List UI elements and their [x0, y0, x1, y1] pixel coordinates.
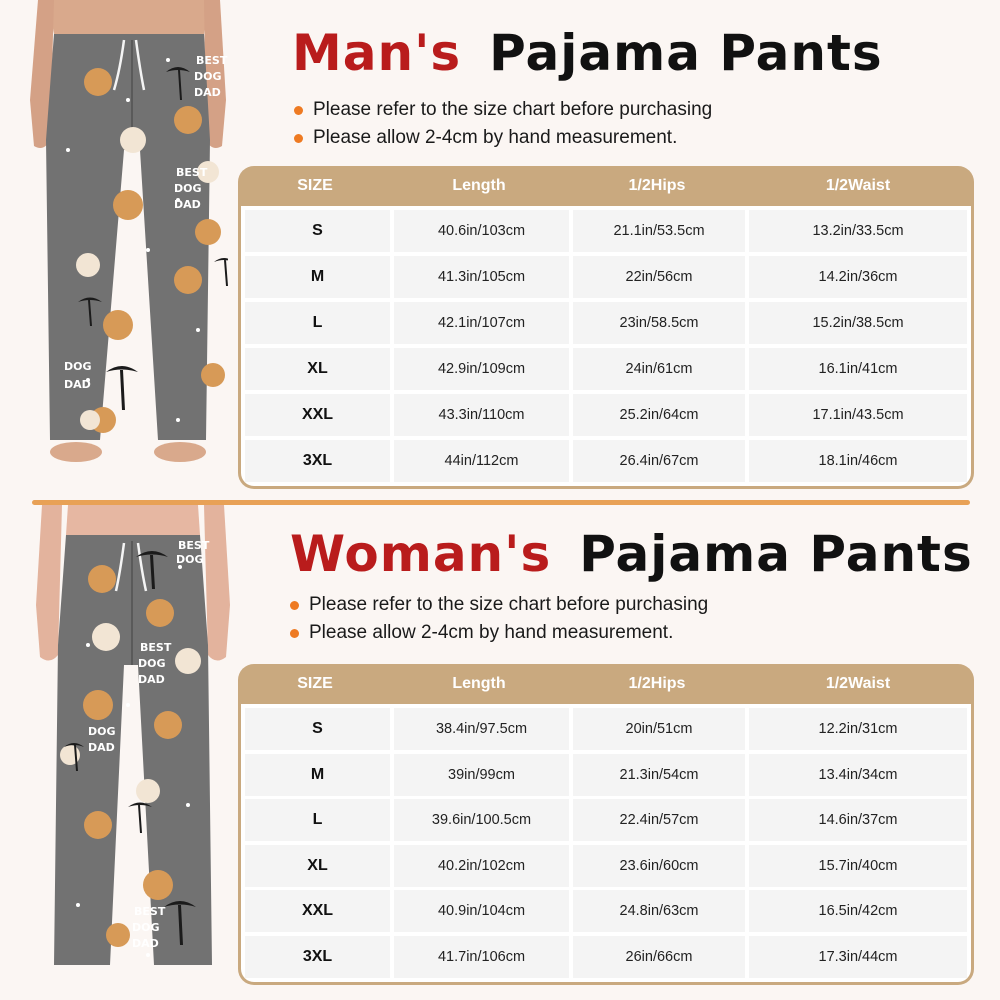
print-text-dad: DAD [64, 378, 91, 391]
cell-hips: 24.8in/63cm [573, 890, 745, 932]
bullet-dot-icon [290, 629, 299, 638]
print-text-best: BEST [178, 539, 210, 552]
print-text-dad: DAD [174, 198, 201, 211]
cell-length: 40.6in/103cm [394, 210, 569, 252]
cell-hips: 26.4in/67cm [573, 440, 745, 482]
table-row [241, 394, 971, 436]
cell-length: 43.3in/110cm [394, 394, 569, 436]
cell-size: XXL [245, 394, 390, 436]
women-pajama-pants-photo [28, 505, 238, 990]
print-text-dog: DOG [174, 182, 202, 195]
print-text-dog: DOG [64, 360, 92, 373]
header-hips: 1/2Hips [628, 177, 686, 194]
women-section [0, 505, 1000, 1000]
table-row [241, 845, 971, 887]
cell-length: 42.1in/107cm [394, 302, 569, 344]
print-text-dad: DAD [132, 937, 159, 950]
cell-size: S [245, 210, 390, 252]
cell-waist: 16.1in/41cm [749, 348, 967, 390]
cell-waist: 18.1in/46cm [749, 440, 967, 482]
note-text: Please refer to the size chart before purchasing [309, 594, 709, 615]
size-chart-table [238, 166, 974, 489]
bullet-dot-icon [294, 134, 303, 143]
cell-size: XXL [245, 890, 390, 932]
table-row [241, 348, 971, 390]
bullet-dot-icon [290, 601, 299, 610]
cell-length: 41.7in/106cm [394, 936, 569, 978]
title-gender: Man's [292, 24, 462, 82]
print-text-dad: DAD [138, 673, 165, 686]
cell-size: XL [245, 845, 390, 887]
cell-length: 44in/112cm [394, 440, 569, 482]
header-length: Length [452, 675, 506, 692]
table-row [241, 754, 971, 796]
cell-hips: 23in/58.5cm [573, 302, 745, 344]
cell-size: 3XL [245, 440, 390, 482]
print-text-dog: DOG [132, 921, 160, 934]
table-row [241, 440, 971, 482]
note-item [294, 124, 712, 152]
note-text: Please allow 2-4cm by hand measurement. [309, 622, 674, 643]
note-text: Please allow 2-4cm by hand measurement. [313, 127, 678, 148]
cell-hips: 20in/51cm [573, 708, 745, 750]
print-text-best: BEST [134, 905, 166, 918]
print-text-dog: DOG [88, 725, 116, 738]
cell-waist: 14.2in/36cm [749, 256, 967, 298]
cell-hips: 21.1in/53.5cm [573, 210, 745, 252]
cell-size: L [245, 302, 390, 344]
cell-length: 42.9in/109cm [394, 348, 569, 390]
print-text-dog: DOG [194, 70, 222, 83]
size-chart-table [238, 664, 974, 985]
table-row [241, 799, 971, 841]
table-row [241, 256, 971, 298]
cell-waist: 13.4in/34cm [749, 754, 967, 796]
cell-length: 39in/99cm [394, 754, 569, 796]
bullet-dot-icon [294, 106, 303, 115]
table-body [241, 704, 971, 982]
table-body [241, 206, 971, 486]
cell-hips: 24in/61cm [573, 348, 745, 390]
cell-waist: 14.6in/37cm [749, 799, 967, 841]
cell-size: M [245, 754, 390, 796]
cell-waist: 17.3in/44cm [749, 936, 967, 978]
print-text-dog: DOG [138, 657, 166, 670]
page-title [290, 525, 973, 583]
cell-waist: 13.2in/33.5cm [749, 210, 967, 252]
cell-waist: 16.5in/42cm [749, 890, 967, 932]
cell-waist: 12.2in/31cm [749, 708, 967, 750]
note-item [290, 619, 708, 647]
cell-hips: 25.2in/64cm [573, 394, 745, 436]
header-waist: 1/2Waist [825, 675, 891, 692]
note-list [290, 591, 708, 647]
cell-hips: 21.3in/54cm [573, 754, 745, 796]
men-pajama-pants-photo [28, 0, 228, 470]
cell-size: 3XL [245, 936, 390, 978]
cell-length: 40.9in/104cm [394, 890, 569, 932]
cell-hips: 22.4in/57cm [573, 799, 745, 841]
table-row [241, 708, 971, 750]
print-text-best: BEST [176, 166, 208, 179]
cell-length: 41.3in/105cm [394, 256, 569, 298]
cell-length: 40.2in/102cm [394, 845, 569, 887]
print-text-dad: DAD [88, 741, 115, 754]
title-product: Pajama Pants [489, 24, 883, 82]
print-text-dad: DAD [194, 86, 221, 99]
table-header [241, 664, 971, 704]
cell-waist: 15.7in/40cm [749, 845, 967, 887]
cell-hips: 23.6in/60cm [573, 845, 745, 887]
cell-hips: 26in/66cm [573, 936, 745, 978]
title-product: Pajama Pants [579, 525, 973, 583]
print-text-best: BEST [196, 54, 228, 67]
header-hips: 1/2Hips [628, 675, 686, 692]
title-gender: Woman's [290, 525, 552, 583]
header-size: SIZE [297, 675, 333, 692]
print-text-dog: DOG [176, 553, 204, 566]
header-size: SIZE [297, 177, 333, 194]
note-item [294, 96, 712, 124]
cell-waist: 17.1in/43.5cm [749, 394, 967, 436]
header-length: Length [452, 177, 506, 194]
cell-size: S [245, 708, 390, 750]
table-row [241, 936, 971, 978]
cell-size: M [245, 256, 390, 298]
table-row [241, 302, 971, 344]
table-row [241, 890, 971, 932]
header-waist: 1/2Waist [825, 177, 891, 194]
print-text-best: BEST [140, 641, 172, 654]
cell-length: 38.4in/97.5cm [394, 708, 569, 750]
cell-waist: 15.2in/38.5cm [749, 302, 967, 344]
cell-hips: 22in/56cm [573, 256, 745, 298]
table-row [241, 210, 971, 252]
page-title [292, 24, 883, 82]
cell-length: 39.6in/100.5cm [394, 799, 569, 841]
cell-size: XL [245, 348, 390, 390]
cell-size: L [245, 799, 390, 841]
note-list [294, 96, 712, 152]
note-item [290, 591, 708, 619]
table-header [241, 166, 971, 206]
note-text: Please refer to the size chart before purchasing [313, 99, 713, 120]
